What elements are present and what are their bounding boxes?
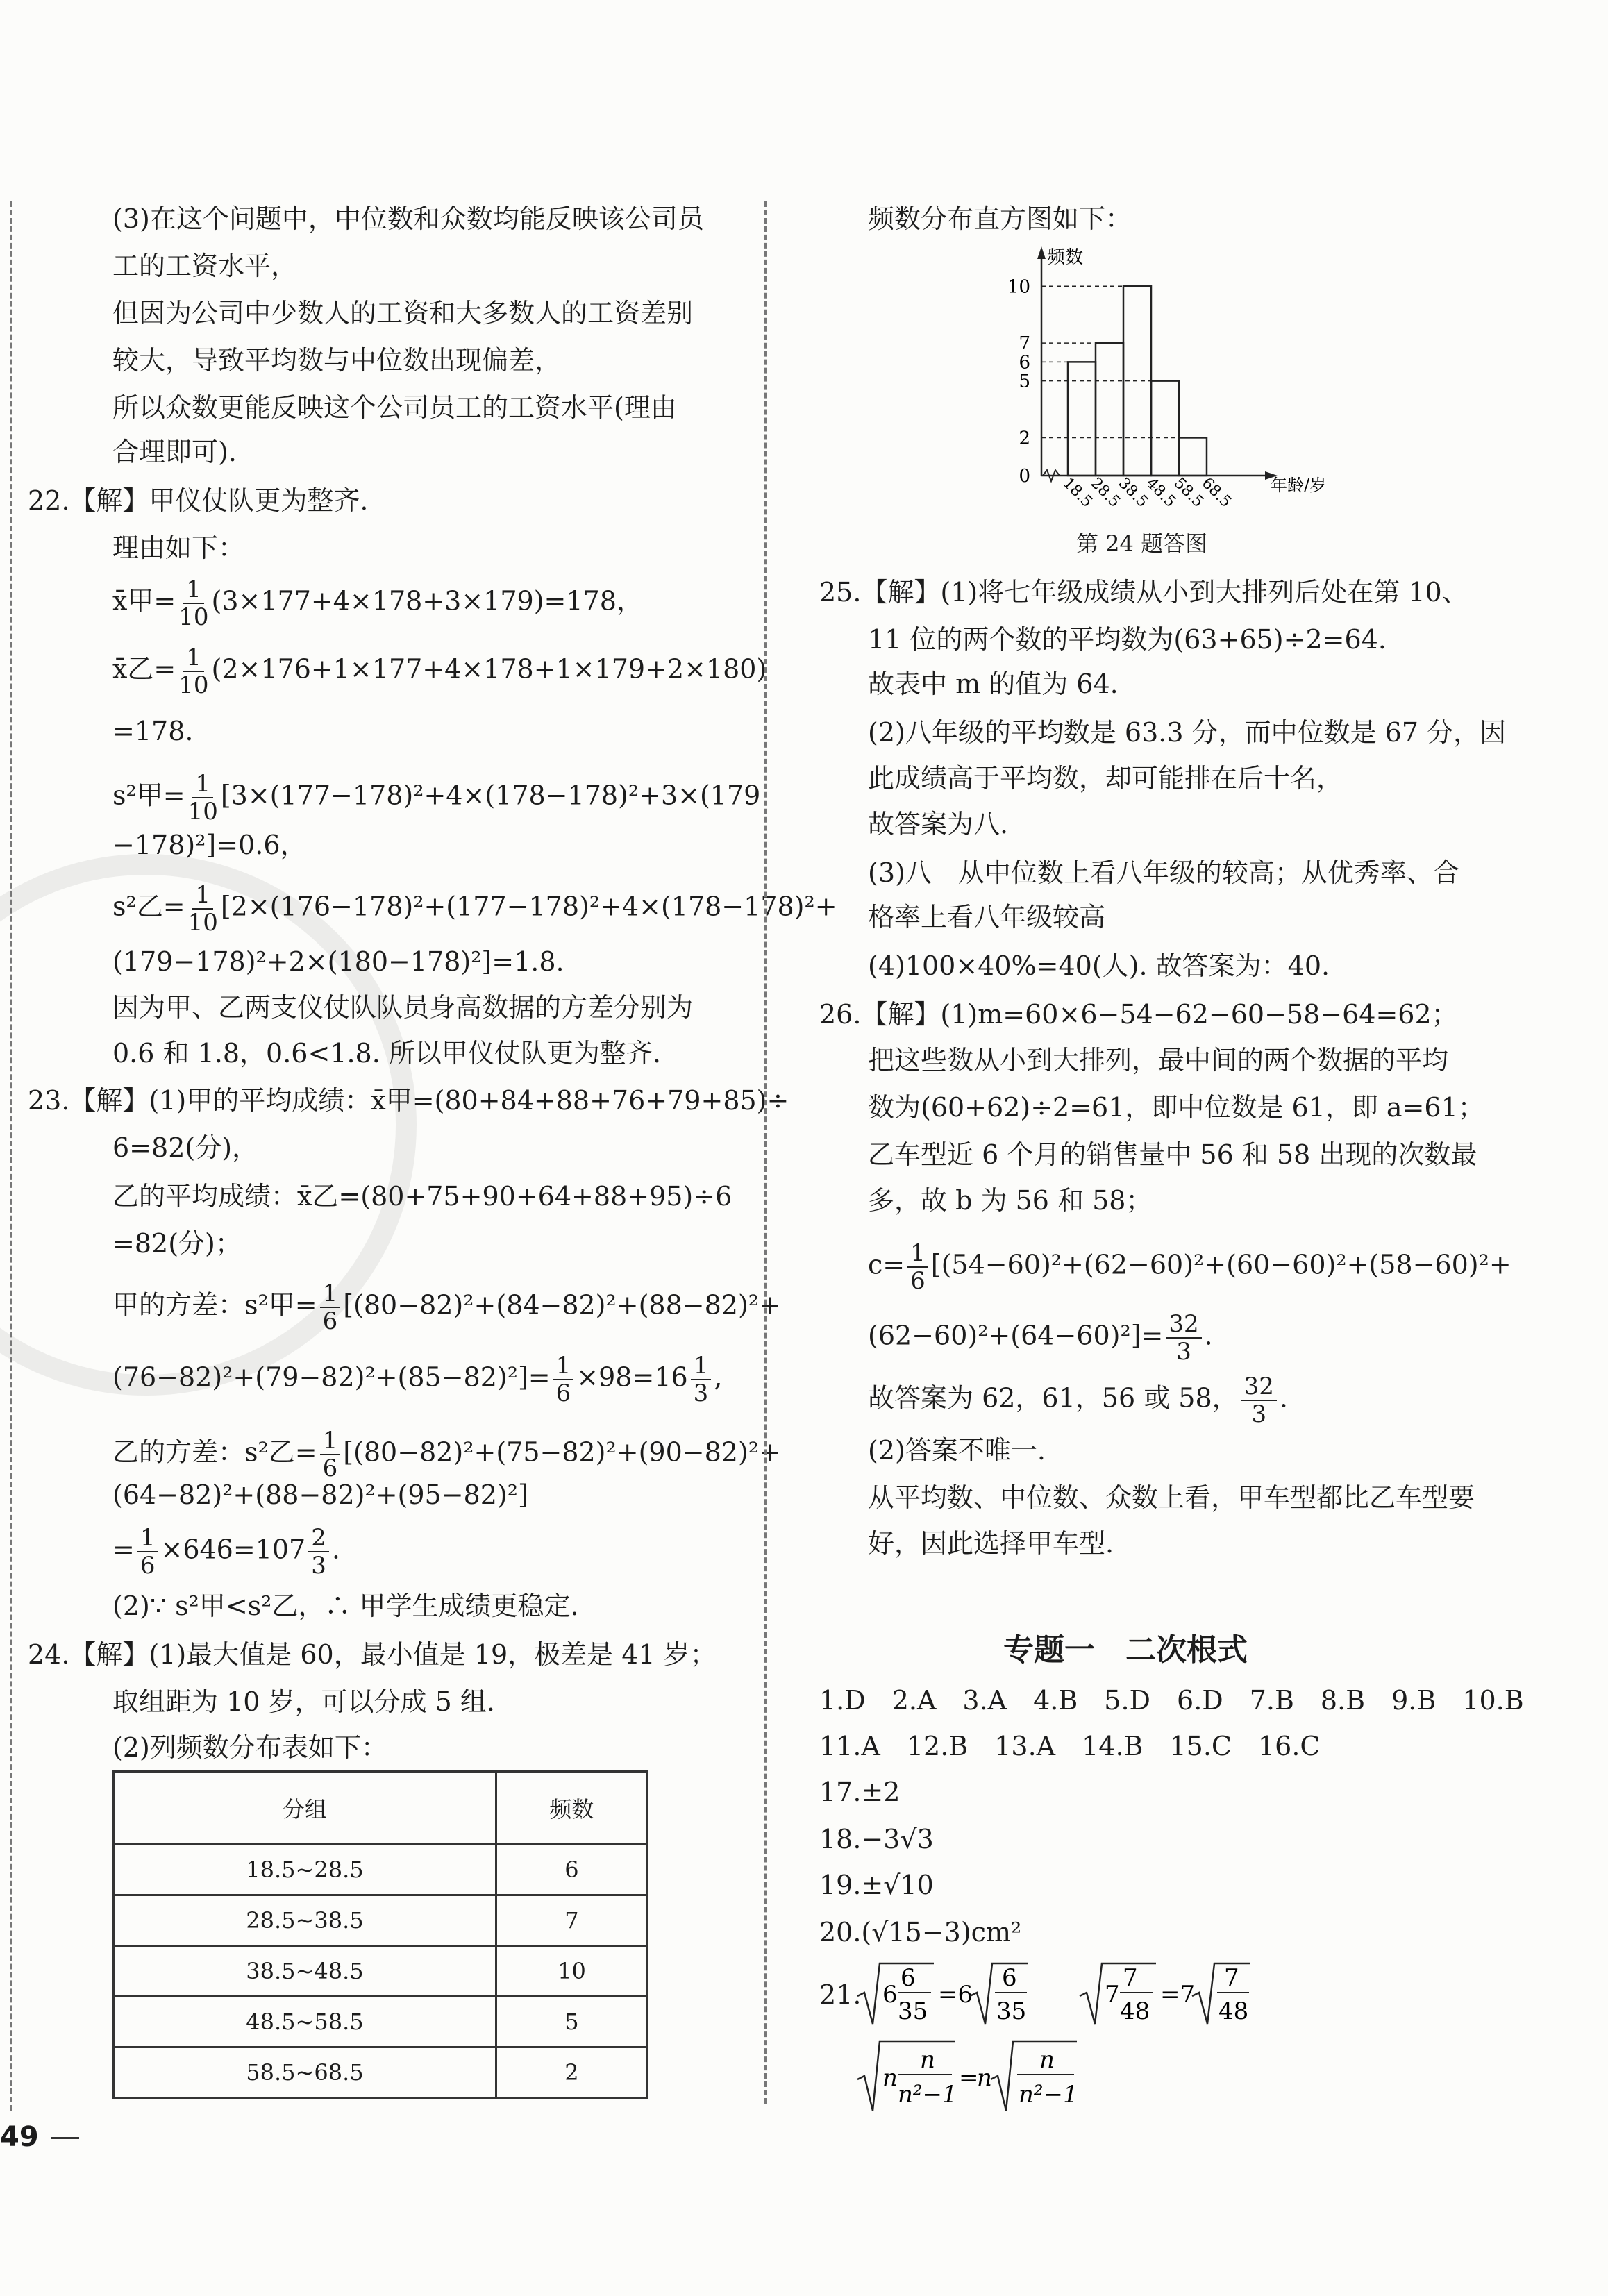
answer-item: 19.±√10 — [819, 1870, 934, 1900]
formula-var-jia-23: 甲的方差：s²甲= $\frac{1}{6}$ [(80−82)²+(84−82)²+(88−82)²+ — [112, 1280, 781, 1335]
formula-answer: 故答案为 62，61，56 或 58， $\frac{32}{3}$ . — [868, 1373, 1289, 1428]
text-line: 频数分布直方图如下： — [868, 203, 1132, 234]
radical-text: 35 — [996, 1997, 1027, 2025]
formula-var-jia-23-cont: (76−82)²+(79−82)²+(85−82)²]= $\frac{1}{6}$ ×98=16 $\frac{1}{3}$ , — [112, 1352, 723, 1407]
text-line: 格率上看八年级较高 — [868, 902, 1106, 932]
text-line: 但因为公司中少数人的工资和大多数人的工资差别 — [112, 298, 694, 328]
radical-text: n — [1039, 2046, 1055, 2074]
table-cell: 10 — [496, 1946, 647, 1997]
radical-text: 48 — [1120, 1997, 1150, 2025]
y-tick-label: 10 — [1007, 276, 1030, 298]
table-cell: 38.5~48.5 — [114, 1946, 496, 1997]
formula-var-yi-23: 乙的方差：s²乙= $\frac{1}{6}$ [(80−82)²+(75−82)²+(90−82)²+ — [112, 1427, 781, 1482]
text-line: 合理即可). — [112, 437, 237, 467]
y-axis-arrow — [1037, 246, 1046, 259]
radical-text: n — [977, 2064, 992, 2092]
q22-heading: 22.【解】甲仪仗队更为整齐. — [28, 485, 369, 516]
formula-mean-yi: x̄乙= $\frac{1}{10}$ (2×176+1×177+4×178+1×179+2×180) — [112, 644, 767, 699]
histogram-caption: 第 24 题答图 — [1076, 530, 1208, 557]
radical-text: 35 — [898, 1997, 928, 2025]
table-cell: 28.5~38.5 — [114, 1895, 496, 1946]
y-axis-label: 频数 — [1047, 247, 1084, 268]
y-tick-label: 5 — [1019, 371, 1030, 392]
text-line: =178. — [112, 716, 194, 746]
table-row — [114, 1895, 648, 1946]
histogram-chart — [972, 246, 1361, 524]
radical-text: =6 — [938, 1981, 973, 2009]
q25-heading: 25.【解】(1)将七年级成绩从小到大排列后处在第 10、 — [819, 577, 1468, 607]
text-line: 故表中 m 的值为 64. — [868, 669, 1119, 699]
text-line: 此成绩高于平均数，却可能排在后十名， — [868, 763, 1343, 794]
table-header: 频数 — [496, 1772, 647, 1845]
page-number-dash — [51, 2137, 79, 2139]
text-line: 好，因此选择甲车型. — [868, 1528, 1114, 1559]
y-tick-label: 6 — [1019, 352, 1030, 374]
x-tick-label: 38.5 — [1114, 474, 1152, 511]
formula-mean-jia: x̄甲= $\frac{1}{10}$ (3×177+4×178+3×179)=178， — [112, 576, 643, 631]
text-line: 0.6 和 1.8，0.6<1.8. 所以甲仪仗队更为整齐. — [112, 1038, 661, 1069]
text-line: 较大，导致平均数与中位数出现偏差， — [112, 345, 562, 376]
formula-var-jia: s²甲= $\frac{1}{10}$ [3×(177−178)²+4×(178−178)²+3×(179 — [112, 770, 761, 826]
text-line: (3)八 从中位数上看八年级的较高；从优秀率、合 — [868, 857, 1459, 888]
frequency-table — [112, 1770, 648, 2099]
histogram-bar — [1096, 343, 1123, 476]
q23-heading: 23.【解】(1)甲的平均成绩：x̄甲=(80+84+88+76+79+85)÷ — [28, 1085, 789, 1116]
table-cell: 5 — [496, 1997, 647, 2047]
text-line: (64−82)²+(88−82)²+(95−82)²] — [112, 1480, 528, 1510]
radical-text: 6 — [882, 1981, 898, 2009]
x-tick-label: 68.5 — [1198, 474, 1235, 511]
x-tick-label: 48.5 — [1142, 474, 1180, 511]
radical-text: 7 — [1224, 1964, 1239, 1992]
text-line: 多，故 b 为 56 和 58； — [868, 1185, 1153, 1216]
histogram-bar — [1068, 362, 1096, 476]
table-cell: 7 — [496, 1895, 647, 1946]
y-tick-label: 2 — [1019, 428, 1030, 449]
text-line: (179−178)²+2×(180−178)²]=1.8. — [112, 946, 564, 977]
q26-heading: 26.【解】(1)m=60×6−54−62−60−58−64=62； — [819, 999, 1458, 1030]
answer-item: 17.±2 — [819, 1777, 901, 1807]
histogram-bar — [1151, 381, 1179, 476]
radical-text: =7 — [1160, 1981, 1196, 2009]
text-line: (2)八年级的平均数是 63.3 分，而中位数是 67 分，因 — [868, 717, 1507, 748]
radical-text: n²−1 — [1019, 2081, 1078, 2109]
text-line: 因为甲、乙两支仪仗队队员身高数据的方差分别为 — [112, 992, 694, 1023]
answer-row: 1.D 2.A 3.A 4.B 5.D 6.D 7.B 8.B 9.B 10.B — [819, 1685, 1524, 1716]
page-number: 49 — [0, 2121, 39, 2153]
x-tick-label: 28.5 — [1087, 474, 1124, 511]
table-cell: 2 — [496, 2047, 647, 2098]
table-header-row — [114, 1772, 648, 1845]
x-tick-label: 58.5 — [1170, 474, 1207, 511]
text-line: 数为(60+62)÷2=61，即中位数是 61，即 a=61； — [868, 1092, 1484, 1123]
text-line: −178)²]=0.6， — [112, 830, 307, 860]
text-line: (2)∵ s²甲<s²乙，∴ 甲学生成绩更稳定. — [112, 1591, 579, 1621]
text-line: 故答案为八. — [868, 809, 1009, 839]
radical-text: = — [959, 2064, 979, 2092]
y-tick-label: 7 — [1019, 333, 1030, 355]
radical-text: 6 — [1002, 1964, 1017, 1992]
radical-text: 7 — [1123, 1964, 1138, 1992]
radical-text: 7 — [1105, 1981, 1120, 2009]
text-line: 11 位的两个数的平均数为(63+65)÷2=64. — [868, 624, 1387, 655]
text-line: 乙的平均成绩：x̄乙=(80+75+90+64+88+95)÷6 — [112, 1181, 732, 1212]
table-row — [114, 1946, 648, 1997]
text-line: 所以众数更能反映这个公司员工的工资水平(理由 — [112, 392, 677, 423]
radical-text: n — [882, 2064, 898, 2092]
table-row — [114, 2047, 648, 2098]
table-cell: 18.5~28.5 — [114, 1845, 496, 1895]
text-line: (2)列频数分布表如下： — [112, 1732, 387, 1763]
text-line: =82(分)； — [112, 1228, 242, 1259]
table-row — [114, 1845, 648, 1895]
x-tick-label: 18.5 — [1059, 474, 1096, 511]
table-header: 分组 — [114, 1772, 496, 1845]
formula-c: c= $\frac{1}{6}$ [(54−60)²+(62−60)²+(60−60)²+(58−60)²+ — [868, 1239, 1511, 1295]
table-cell: 48.5~58.5 — [114, 1997, 496, 2047]
radical-text: 6 — [901, 1964, 916, 1992]
x-axis-label: 年龄/岁 — [1271, 476, 1327, 495]
formula-var-yi-23-result: = $\frac{1}{6}$ ×646=107 $\frac{2}{3}$ . — [112, 1524, 340, 1579]
table-cell: 58.5~68.5 — [114, 2047, 496, 2098]
text-line: (2)答案不唯一. — [868, 1435, 1046, 1466]
text-line: (3)在这个问题中，中位数和众数均能反映该公司员 — [112, 203, 704, 234]
table-cell: 6 — [496, 1845, 647, 1895]
radical-formulas — [857, 1958, 1343, 2118]
text-line: 把这些数从小到大排列，最中间的两个数据的平均 — [868, 1045, 1449, 1075]
formula-var-yi: s²乙= $\frac{1}{10}$ [2×(176−178)²+(177−178)²+4×(178−178)²+ — [112, 881, 837, 937]
table-row — [114, 1997, 648, 2047]
formula-c-cont: (62−60)²+(64−60)²]= $\frac{32}{3}$ . — [868, 1310, 1213, 1366]
radical-text: n — [920, 2046, 935, 2074]
text-line: 理由如下： — [112, 533, 245, 563]
text-line: 工的工资水平， — [112, 251, 298, 281]
answer-item: 18.−3√3 — [819, 1824, 934, 1854]
text-line: 取组距为 10 岁，可以分成 5 组. — [112, 1686, 495, 1717]
text-line: (4)100×40%=40(人). 故答案为：40. — [868, 950, 1330, 981]
answer-label: 21. — [819, 1979, 862, 2010]
right-column — [764, 0, 1608, 2296]
text-line: 乙车型近 6 个月的销售量中 56 和 58 出现的次数最 — [868, 1139, 1477, 1170]
section-title: 专题一 二次根式 — [1003, 1632, 1248, 1668]
text-line: 从平均数、中位数、众数上看，甲车型都比乙车型要 — [868, 1482, 1475, 1513]
q24-heading: 24.【解】(1)最大值是 60，最小值是 19，极差是 41 岁； — [28, 1639, 717, 1670]
radical-text: n²−1 — [898, 2081, 957, 2109]
left-margin-dashed-line — [10, 201, 12, 2111]
answer-item: 20.(√15−3)cm² — [819, 1917, 1022, 1947]
answer-row: 11.A 12.B 13.A 14.B 15.C 16.C — [819, 1731, 1321, 1761]
histogram-bar — [1179, 437, 1207, 476]
text-line: 6=82(分)， — [112, 1132, 259, 1163]
radical-text: 48 — [1218, 1997, 1249, 2025]
y-tick-label: 0 — [1019, 466, 1030, 487]
